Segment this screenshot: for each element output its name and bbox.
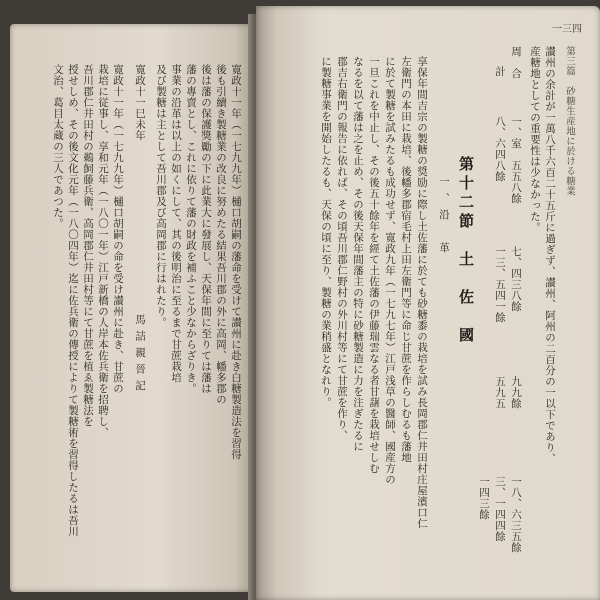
- left-tail-line-3: 吾川郡仁井田村の鵜飼藤兵衛、高岡郡仁井田村等にて甘蔗を植ゑ製糖法を: [82, 64, 94, 427]
- left-text-line-3: 後は藩の保護獎勵の下に此業大に發展し、天保年間に至りては藩は: [200, 64, 212, 394]
- paragraph-line-2: 産糖地としての重要性は少なかった。: [529, 46, 541, 233]
- left-text-line-2: 後も引續き製糖業の改良に努めたる結果吾川郡の外に高岡、幡多郡の: [215, 64, 227, 405]
- right-page: [256, 6, 600, 600]
- body-line-4: 一旦これを中止し、その後五十餘年を經て土佐藩の伊藤瑞雲なる者甘藷を栽培せしむ: [368, 56, 380, 474]
- body-line-3: に於て製糖を試みたるも成功せず、寛政九年（一七九七年）江戸浅草の醫師、國産方の: [384, 56, 396, 485]
- table-cell-9: 一四三餘: [478, 476, 490, 520]
- left-text-line-5: 事業の沿革は以上の如くにして、其の後明治に至るまで甘蔗栽培: [170, 64, 182, 383]
- subsection-title: 一、沿 革: [438, 176, 450, 259]
- table-cell-6: 五九五: [494, 376, 506, 409]
- body-line-1: 享保年間吉宗の製糖の奨励に際し土佐藩に於ても砂糖黍の栽培を試み長岡郡仁井田村庄屋濱口仁: [416, 56, 428, 529]
- note-author: 馬詰親晉記: [134, 314, 146, 397]
- section-title: 第十二節 土 佐 國: [457, 156, 475, 346]
- running-head: 第三篇 砂糖生産地に於ける糖業: [564, 46, 575, 196]
- body-line-6: 郡吉右衛門の報告に依れば、その頃吾川郡仁野村の外川村等にて甘蔗を作り、: [336, 56, 348, 441]
- left-page: [10, 24, 254, 592]
- left-text-line-4: 藩の專賣とし、これに依りて藩の財政を補ふこと少なからざりき。: [185, 64, 197, 394]
- table-cell-2: 八、六四八餘: [494, 116, 506, 182]
- left-tail-line-2: 栽培に従事し、享和元年（一八〇一年）江戸新橋の人岸本佐兵衛を招聘し、: [97, 64, 109, 438]
- table-cell-7: 一八、六三五餘: [510, 476, 522, 553]
- table-label-total: 周 合: [510, 46, 522, 79]
- page-number: 一三四: [552, 24, 582, 35]
- table-cell-3: 七、四三八餘: [510, 246, 522, 312]
- open-book: [10, 6, 600, 600]
- body-line-2: 左衛門の本田に栽培、後幡多郡宿毛村上田左衛門等に命じ甘蔗を作らしむるも藩地: [400, 56, 412, 463]
- table-label-sum: 計: [494, 66, 506, 77]
- body-line-7: に製糖事業を開始したるも、天保の頃に至り、製糖の業稍盛となれり。: [320, 56, 332, 408]
- left-tail-line-4: 授せしめ、その後文化元年（一八〇四年）迄に佐兵衛の傳授によりて製糖術を習得したるは吾川: [67, 64, 79, 537]
- table-cell-4: 一三、五四一餘: [494, 246, 506, 323]
- note-title: 寛政十一巳未年: [134, 64, 146, 141]
- table-cell-1: 一、室 五五八餘: [510, 116, 522, 204]
- table-cell-5: 九九餘: [510, 376, 522, 409]
- left-text-line-1: 寛政十一年（一七九九年）樋口胡嗣の藩命を受けて讃州に赴き白糖製造法を習得: [230, 64, 242, 460]
- paragraph-line-1: 讃州の余計が一萬八千六百二十五斤に過ぎず、讃州、阿州の二百分の一以下であり、: [544, 46, 556, 464]
- left-text-line-6: 及び製糖は主として吾川郡及び高岡郡に行はれたり。: [155, 64, 167, 328]
- table-cell-8: 三、一四四餘: [494, 476, 506, 542]
- body-line-5: なるを以て藩は之を止め、その後天保年間藩主の特に砂糖製造に力を注ぎたるに: [352, 56, 364, 452]
- left-tail-line-5: 文治、葛目太蔵の三人であつた。: [52, 64, 64, 229]
- left-tail-line-1: 寛政十一年（一七九九年）樋口胡嗣の命を受け讃州に赴き、甘蔗の: [112, 64, 124, 394]
